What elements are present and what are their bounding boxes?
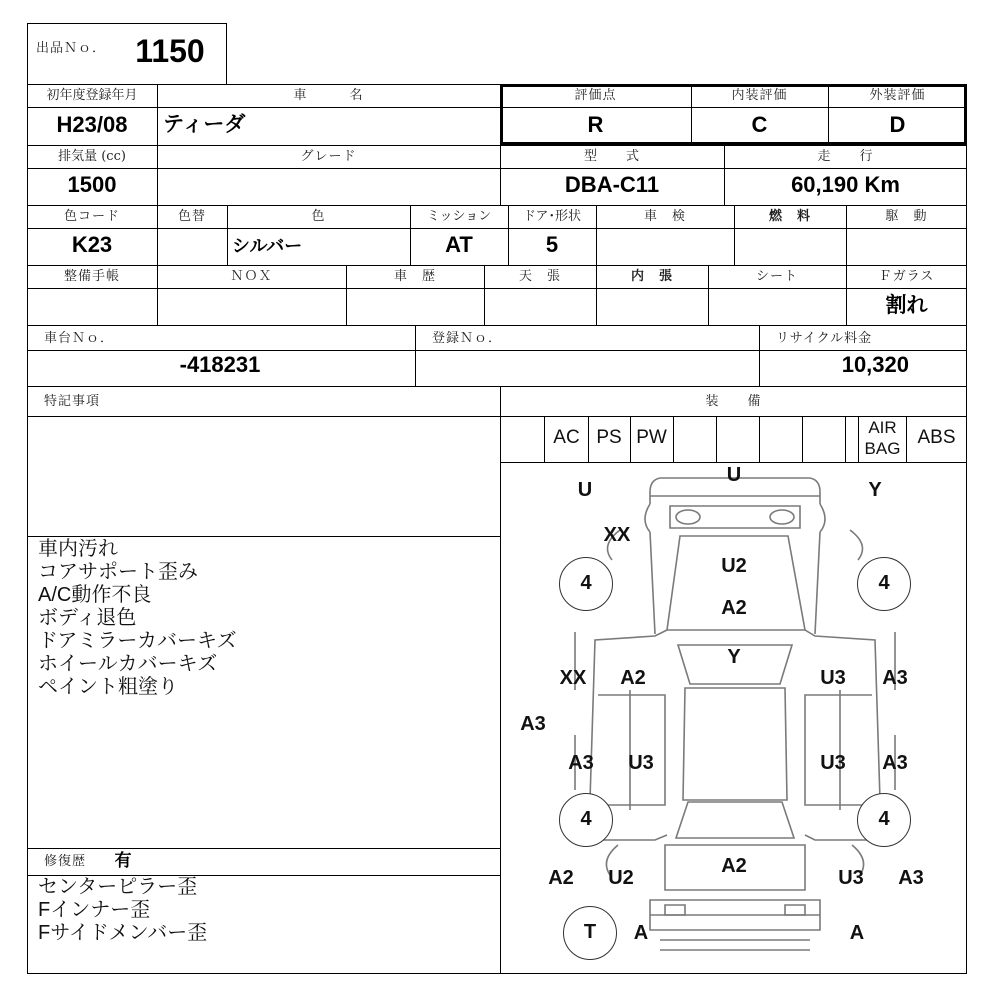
special-note: ドアミラーカバーキズ [38, 630, 237, 652]
grade-score-label: 評価点 [574, 88, 617, 103]
tire-rear-right: 4 [857, 793, 911, 847]
damage-mark: A3 [882, 752, 908, 774]
color-label: 色 [311, 209, 326, 224]
repair-note: Fインナー歪 [38, 899, 151, 921]
damage-mark: A2 [721, 855, 747, 877]
damage-mark: Y [868, 479, 882, 501]
damage-mark: U [726, 464, 742, 486]
damage-mark: U2 [608, 867, 634, 889]
damage-mark: A2 [620, 667, 646, 689]
special-note: ペイント粗塗り [38, 676, 178, 698]
repair-notes-list [38, 876, 488, 945]
exterior-label: 外装評価 [869, 88, 926, 103]
car-name-value: ティーダ [163, 113, 246, 136]
fuel-label: 燃 料 [768, 209, 811, 224]
car-diagram [501, 463, 966, 973]
reg-no-label: 登録Ｎｏ． [432, 331, 503, 346]
damage-mark: A3 [520, 713, 546, 735]
ceiling-label: 天 張 [518, 269, 561, 284]
color-code-label: 色コード [63, 209, 120, 224]
model-label: 型 式 [583, 149, 640, 164]
car-name-label: 車 名 [293, 88, 364, 103]
damage-mark: U3 [628, 752, 654, 774]
interior-label: 内装評価 [731, 88, 788, 103]
equipment-item-ps: PS [596, 427, 622, 448]
history-label: 車 歴 [393, 269, 436, 284]
equipment-item-pw: PW [636, 427, 667, 448]
chassis-no-value: -418231 [179, 352, 261, 377]
damage-mark: U3 [820, 667, 846, 689]
tire-front-left: 4 [559, 557, 613, 611]
doors-value: 5 [545, 232, 559, 257]
damage-mark: A2 [721, 597, 747, 619]
repair-note: Fサイドメンバー歪 [38, 922, 208, 944]
special-note: A/C動作不良 [38, 584, 152, 606]
transmission-label: ミッション [426, 209, 492, 224]
doors-label: ドア･形状 [522, 209, 582, 224]
repair-value: 有 [114, 851, 132, 870]
mileage-value: 60,190 Km [791, 172, 900, 197]
equipment-item-ac: AC [553, 427, 580, 448]
displacement-value: 1500 [67, 172, 117, 197]
damage-mark: U [577, 479, 593, 501]
equipment-item-abs: ABS [917, 427, 956, 448]
tire-rear-left: 4 [559, 793, 613, 847]
drive-label: 駆 動 [885, 209, 928, 224]
grade-score-value: R [587, 112, 604, 137]
special-notes-list [38, 538, 488, 699]
damage-mark: U3 [838, 867, 864, 889]
f-glass-label: Ｆガラス [878, 269, 935, 284]
special-note: コアサポート歪み [38, 561, 198, 583]
recycle-fee-label: リサイクル料金 [776, 331, 873, 346]
chassis-no-label: 車台Ｎｏ． [44, 331, 115, 346]
exterior-value: D [889, 112, 906, 137]
spare-tire: T [563, 906, 617, 960]
equipment-item-airbag: AIR BAG [864, 418, 901, 458]
lot-number: 1150 [135, 33, 205, 69]
damage-mark: XX [559, 667, 587, 689]
special-notes-label: 特記事項 [44, 394, 101, 409]
mileage-label: 走 行 [817, 149, 874, 164]
recycle-fee-value: 10,320 [841, 352, 909, 377]
displacement-label: 排気量 (cc) [58, 149, 126, 164]
repair-note: センターピラー歪 [38, 876, 198, 898]
first-reg-label: 初年度登録年月 [46, 88, 138, 103]
damage-mark: U3 [820, 752, 846, 774]
lot-label: 出品Ｎｏ． [36, 41, 107, 56]
damage-mark: A [849, 922, 865, 944]
damage-mark: A [633, 922, 649, 944]
damage-mark: XX [603, 524, 631, 546]
damage-mark: U2 [721, 555, 747, 577]
inspection-label: 車 検 [643, 209, 686, 224]
seat-label: シート [755, 269, 798, 284]
color-code-value: K23 [71, 232, 113, 257]
transmission-value: AT [445, 232, 473, 257]
service-book-label: 整備手帳 [63, 269, 120, 284]
special-note: 車内汚れ [38, 538, 118, 560]
color-value: シルバー [232, 236, 303, 256]
color-change-label: 色替 [177, 209, 206, 224]
grade-label: グレード [300, 149, 357, 164]
tire-front-right: 4 [857, 557, 911, 611]
nox-label: ＮＯＸ [230, 269, 273, 284]
repair-label: 修復歴 [44, 854, 87, 869]
damage-mark: A3 [568, 752, 594, 774]
damage-mark: A2 [548, 867, 574, 889]
damage-mark: A3 [898, 867, 924, 889]
interior-value: C [751, 112, 768, 137]
damage-mark: A3 [882, 667, 908, 689]
special-note: ボディ退色 [38, 607, 137, 629]
interior-trim-label: 内 張 [630, 269, 673, 284]
model-value: DBA-C11 [564, 172, 660, 197]
damage-mark: Y [727, 646, 741, 668]
special-note: ホイールカバーキズ [38, 653, 218, 675]
equipment-label: 装 備 [705, 394, 762, 409]
f-glass-value: 割れ [885, 294, 928, 317]
first-reg-value: H23/08 [56, 112, 128, 137]
